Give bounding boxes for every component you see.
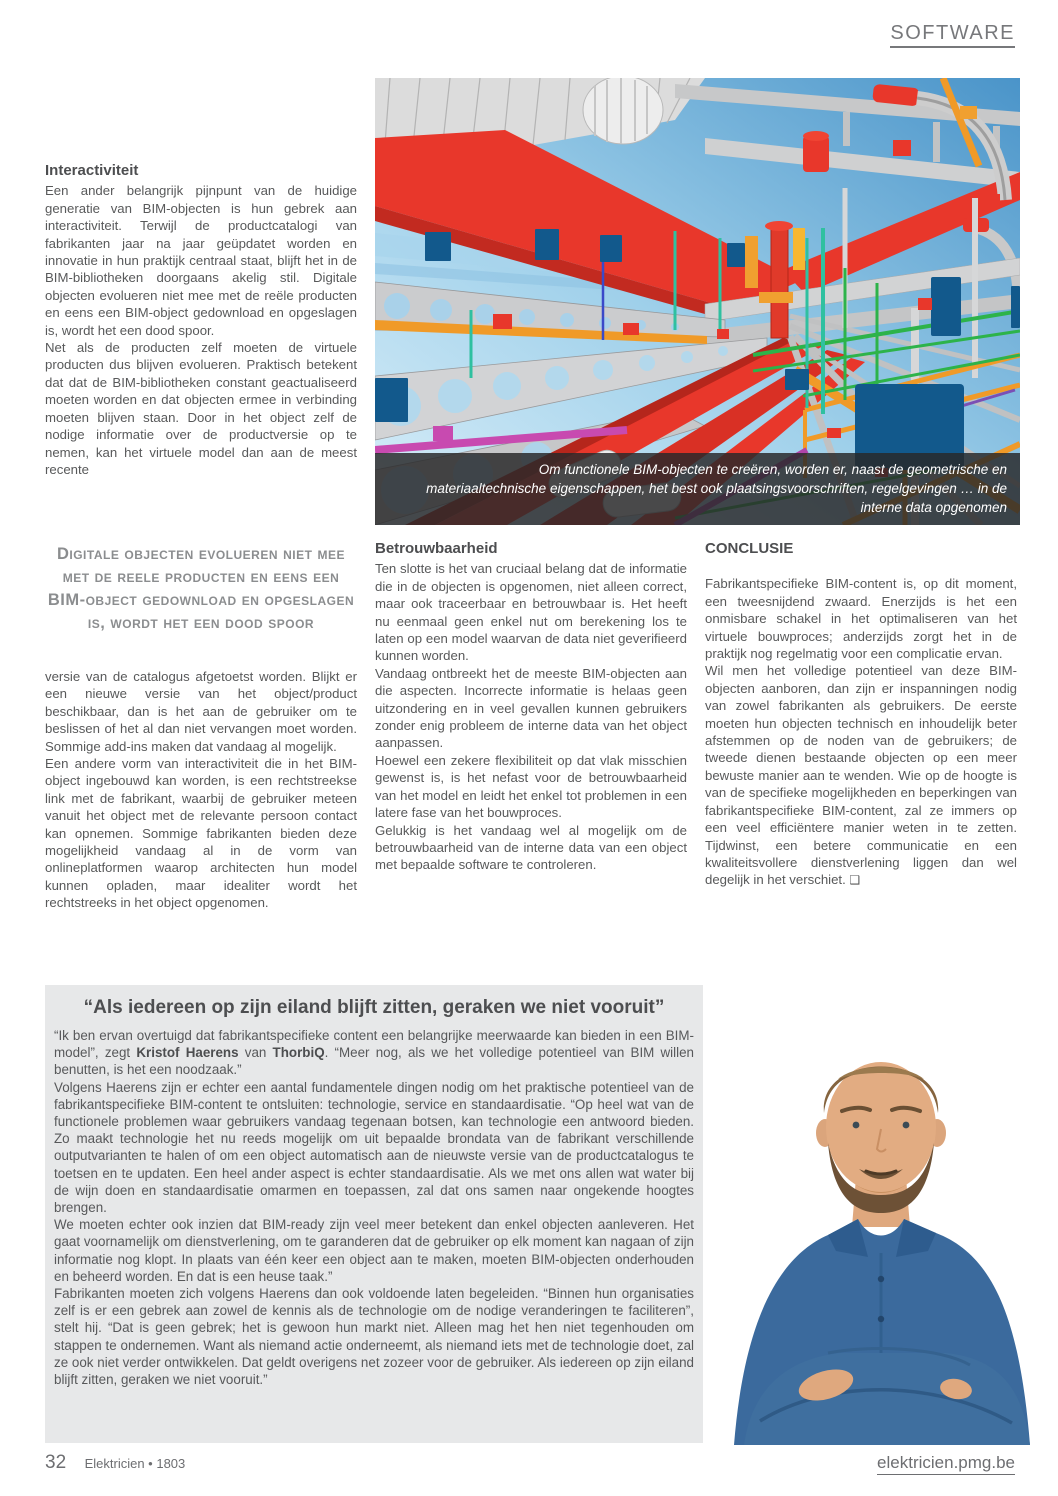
quote-box-title: “Als iedereen op zijn eiland blijft zitten, geraken we niet vooruit”: [83, 997, 665, 1018]
paragraph-text: “Ik ben ervan overtuigd dat fabrikantspecifieke content een belangrijke meerwaarde kan bieden in een BIM-model”, zegt: [54, 1028, 694, 1061]
bim-render-figure: [375, 78, 1020, 525]
column-conclusie: [705, 540, 1017, 890]
column-interactiviteit: [45, 162, 357, 478]
paragraph: Fabrikantspecifieke BIM-content is, op dit moment, een tweesnijdend zwaard. Enerzijds is het een onmisbare schakel in het optimaliseren van het virtuele bouwproces; anderzijds zorgt het in de praktijk nog regelmatig voor een complicatie ervan.: [705, 576, 1017, 662]
paragraph-text: Wil men het volledige potentieel van deze BIM-objecten aanboren, dan zijn er inspanningen nodig van zowel fabrikanten als gebruikers. De eerste moeten hun objecten technisch en inhoudelijk beter afstemmen op de noden van de gebruikers; de tweede dienen bestaande objecten op een meer bewuste manier aan te wenden. Wie op de hoogte is van de specifieke mogelijkheden en beperkingen van fabrikantspecifieke BIM-content, zal ze immers op een veel efficiëntere manier weten in te zetten. Tijdwinst, een betere communicatie en een kwaliteitsvollere dienstverlening liggen dan wel degelijk in het verschiet.: [705, 663, 1017, 888]
paragraph: [705, 662, 1017, 889]
paragraph: Volgens Haerens zijn er echter een aantal fundamentele dingen nodig om het praktische potentieel van de fabrikantspecifieke BIM-content te ontsluiten: technologie, service en standaardisatie. “Op heel wat van de functionele problemen waar gebruikers vandaag tegenaan botsen, kan technologie een antwoord bieden. Zo maakt technologie het nu reeds mogelijk om uit bepaalde brondata van de fabrikant verschillende outputvarianten te halen of om een object automatisch aan de nieuwste versie van de productcatalogus te toetsen en te updaten. Een heel ander aspect is echter standaardisatie. Als we met ons allen wat water bij de wijn doen en standaardisatie omarmen en toepassen, zal dat ons samen naar ongekende hoogtes brengen.: [54, 1079, 694, 1216]
portrait-photo-kristof-haerens: [708, 985, 1055, 1445]
quote-box-body: [54, 1027, 694, 1388]
end-of-article-marker-icon: ❑: [849, 873, 863, 888]
paragraph: Een andere vorm van interactiviteit die in het BIM-object ingebouwd kan worden, is een rechtstreekse link met de fabrikant, waarbij de gebruiker meteen vanuit het object met de relevante persoon contact kan opnemen. Sommige fabrikanten bieden deze mogelijkheid vandaag al in de vorm van onlineplatformen waarop architecten hun model kunnen opladen, maar idealiter wordt het rechtstreeks in het object opgenomen.: [45, 756, 357, 911]
person-name: Kristof Haerens: [136, 1045, 239, 1061]
spacer: [705, 560, 1017, 575]
company-name: ThorbiQ: [272, 1045, 325, 1061]
paragraph: Fabrikanten moeten zich volgens Haerens dan ook voldoende laten begeleiden. “Binnen hun organisaties zelf is er een gebrek aan zowel de kennis als de technologie om de nodige veranderingen te faciliteren”, stelt hij. “Dat is geen gebrek; het is gewoon hun markt niet. Alleen mag het hen niet tegenhouden om stappen te ondernemen. Want als niemand actie onderneemt, als niemand iets met de technologie doet, zal ze ook niet verder ontwikkelen. Dat geldt overigens net zozeer voor de gebruiker. Als iedereen op zijn eiland blijft zitten, geraken we niet vooruit.”: [54, 1286, 694, 1388]
paragraph-text: van: [238, 1045, 273, 1061]
magazine-issue: Elektricien • 1803: [84, 1455, 186, 1471]
heading-betrouwbaarheid: Betrouwbaarheid: [375, 540, 498, 557]
figure-caption: Om functionele BIM-objecten te creëren, worden er, naast de geometrische en materiaaltechnische eigenschappen, het best ook plaatsingsvoorschriften, regelgevingen … in de interne data opgenomen: [375, 453, 1020, 525]
paragraph: versie van de catalogus afgetoetst worden. Blijkt er een nieuwe versie van het object/product beschikbaar, dan is het aan de gebruiker om te beslissen of het al dan niet vervangen moet worden. Sommige add-ins maken dat vandaag al mogelijk.: [45, 669, 357, 754]
paragraph: Net als de producten zelf moeten de virtuele producten dus blijven evolueren. Praktisch betekent dat dat de BIM-bibliotheken constant geactualiseerd moeten worden en dat objecten ermee in verbinding moeten blijven staan. Door in het object zelf de nodige informatie over de productversie op te nemen, kan het virtuele model dan aan de meest recente: [45, 340, 357, 477]
paragraph: Gelukkig is het vandaag wel al mogelijk om de betrouwbaarheid van de interne data van een object met bepaalde software te controleren.: [375, 822, 687, 873]
paragraph: We moeten echter ook inzien dat BIM-ready zijn veel meer betekent dan enkel objecten aanleveren. Het gaat voornamelijk om dienstverlening, om te garanderen dat de gebruiker op elk moment kan nagaan of zijn informatie nog klopt. In plaats van één keer een object aan te maken, moeten BIM-objecten onderhouden en beheerd worden. En dat is een heuse taak.”: [54, 1217, 694, 1284]
section-label: SOFTWARE: [890, 22, 1015, 48]
paragraph: Een ander belangrijk pijnpunt van de huidige generatie van BIM-objecten is hun gebrek aan interactiviteit. Terwijl de productcatalogi van fabrikanten jaar na jaar geüpdatet worden en innovatie in hun praktijk centraal staat, blijft het in de BIM-bibliotheken doorgaans akelig stil. Digitale objecten evolueren niet mee met de reële producten en eens een BIM-object gedownload en opgeslagen is, wordt het een dood spoor.: [45, 183, 357, 338]
pull-quote: Digitale objecten evolueren niet mee met de reele producten en eens een BIM-object gedownload en opgeslagen is, wordt het een dood spoor: [47, 545, 355, 632]
column-interactiviteit-continued: [45, 668, 357, 912]
paragraph: Vandaag ontbreekt het de meeste BIM-objecten aan die aspecten. Incorrecte informatie is helaas geen uitzondering en in veel gevallen kunnen gebruikers zonder enig probleem de interne data van het object aanpassen.: [375, 665, 687, 751]
paragraph: Hoewel een zekere flexibiliteit op dat vlak misschien gewenst is, is het nefast voor de betrouwbaarheid van het model en leidt het enkel tot problemen in een latere fase van het bouwproces.: [375, 752, 687, 821]
paragraph: Ten slotte is het van cruciaal belang dat de informatie die in de objecten is opgenomen, niet alleen correct, maar ook traceerbaar en betrouwbaar is. Het heeft nu eenmaal geen enkel nut om berekening los te laten op een model waarvan de data niet geverifieerd kunnen worden.: [375, 561, 687, 664]
page-number: 32: [45, 1452, 67, 1473]
interview-quote-box: [45, 985, 703, 1443]
heading-interactiviteit: Interactiviteit: [45, 162, 139, 179]
paragraph: [54, 1027, 694, 1079]
page-footer: [45, 1452, 1015, 1484]
website-link[interactable]: elektricien.pmg.be: [877, 1453, 1015, 1475]
column-betrouwbaarheid: [375, 540, 687, 874]
paragraph-text: . “Meer nog, als we het volledige potentieel van BIM willen benutten, is het een noodzaak.”: [54, 1045, 695, 1078]
heading-conclusie: CONCLUSIE: [705, 540, 794, 557]
portrait-illustration: [708, 985, 1055, 1445]
